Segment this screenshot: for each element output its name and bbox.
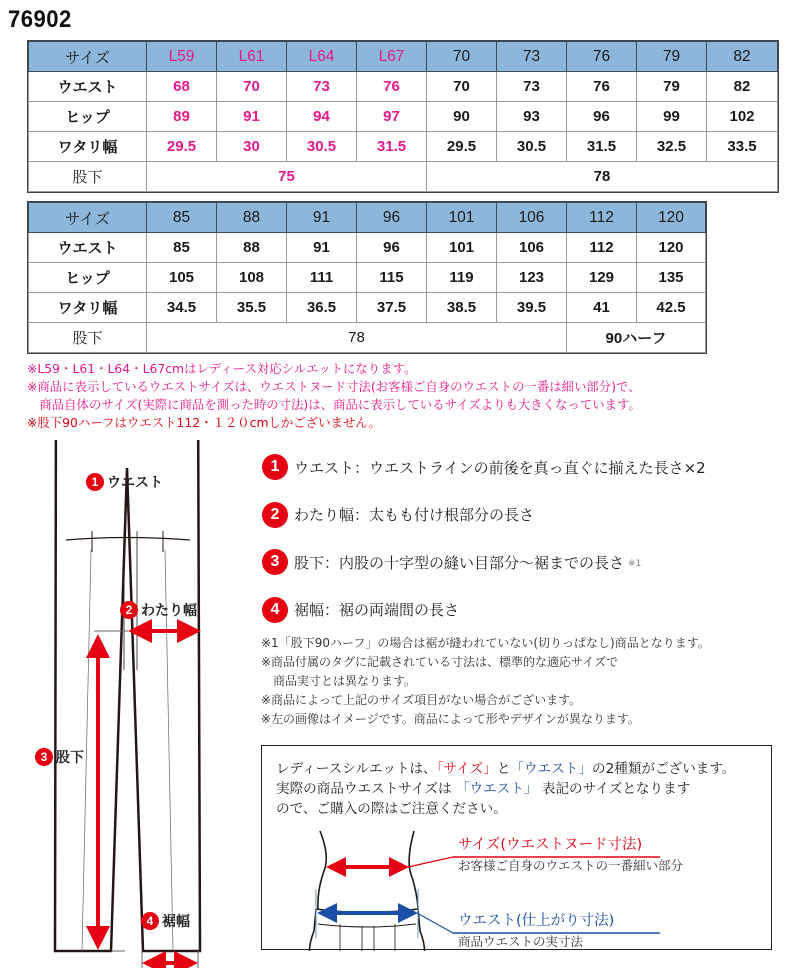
cell: 35.5: [217, 293, 287, 323]
cell: L67: [357, 42, 427, 72]
table-row-size: [29, 42, 778, 72]
cell: 30.5: [287, 132, 357, 162]
product-number: 76902: [8, 6, 72, 33]
note-waist-nude: ※商品に表示しているウエストサイズは、ウエストヌード寸法(お客様ご自身のウエストの一番は細い部分)で、: [27, 379, 641, 394]
footnote-ref: ※1: [628, 559, 642, 569]
cell: 39.5: [497, 293, 567, 323]
definition-thigh-width: [262, 503, 706, 527]
cell: 108: [217, 263, 287, 293]
cell: 70: [427, 42, 497, 72]
cell: 42.5: [637, 293, 706, 323]
description: ：ウエストラインの前後を真っ直ぐに揃えた長さ×2: [354, 458, 706, 477]
cell: 96: [357, 233, 427, 263]
cell: 85: [147, 203, 217, 233]
cell: 91: [287, 233, 357, 263]
subnote: ※左の画像はイメージです。商品によって形やデザインが異なります。: [261, 712, 640, 726]
size-table-2: [28, 202, 706, 353]
diagram-label-waist: [86, 472, 163, 492]
label-text: 裾幅: [162, 914, 190, 930]
note-half-inseam: ※股下90ハーフはウエスト112・１２０cmしかございません。: [27, 415, 381, 430]
inseam-ladies: 75: [147, 162, 427, 192]
cell: L64: [287, 42, 357, 72]
cell: 88: [217, 233, 287, 263]
cell: 96: [567, 102, 637, 132]
cell: 70: [427, 72, 497, 102]
cell: 135: [637, 263, 706, 293]
row-label: ウエスト: [29, 233, 147, 263]
description: ：内股の十字型の縫い目部分～裾までの長さ: [324, 553, 625, 572]
measurement-definitions: [262, 455, 706, 645]
subnote: ※商品によって上記のサイズ項目がない場合がございます。: [261, 693, 582, 707]
cell: 29.5: [427, 132, 497, 162]
legend-finished-waist: [458, 912, 614, 951]
cell: 70: [217, 72, 287, 102]
row-label: ヒップ: [29, 102, 147, 132]
number-3-icon: 3: [262, 549, 288, 575]
label-text: わたり幅: [141, 603, 197, 619]
cell: 112: [567, 203, 637, 233]
cell: 111: [287, 263, 357, 293]
legend-nude-size: [458, 836, 683, 875]
cell: 97: [357, 102, 427, 132]
cell: 31.5: [567, 132, 637, 162]
pants-diagram: [0, 440, 250, 968]
diagram-label-inseam: [35, 747, 84, 767]
quote-waist: 「ウエスト」: [455, 781, 538, 797]
cell: 31.5: [357, 132, 427, 162]
label-text: 股下: [56, 750, 84, 766]
cell: 68: [147, 72, 217, 102]
row-label: サイズ: [29, 42, 147, 72]
cell: 120: [637, 233, 706, 263]
table-row-inseam: [29, 162, 778, 192]
cell: L61: [217, 42, 287, 72]
row-label: ワタリ幅: [29, 132, 147, 162]
diagram-label-hem: [141, 911, 190, 931]
term: 股下: [294, 553, 325, 572]
legend-desc: お客様ご自身のウエストの一番細い部分: [458, 858, 684, 873]
cell: 76: [567, 42, 637, 72]
cell: 73: [497, 42, 567, 72]
quote-waist: 「ウエスト」: [510, 761, 592, 777]
cell: 112: [567, 233, 637, 263]
legend-title: サイズ(ウエストヌード寸法): [458, 837, 643, 853]
cell: 89: [147, 102, 217, 132]
table-row-waist: [29, 233, 706, 263]
label-text: ウエスト: [107, 475, 163, 491]
inseam-half: 90ハーフ: [567, 323, 706, 353]
cell: 129: [567, 263, 637, 293]
table-row-waist: [29, 72, 778, 102]
term: わたり幅: [294, 506, 355, 524]
cell: 73: [497, 72, 567, 102]
cell: 33.5: [707, 132, 778, 162]
cell: 34.5: [147, 293, 217, 323]
description: ：裾の両端間の長さ: [324, 601, 460, 619]
number-3-icon: 3: [35, 748, 53, 766]
cell: 90: [427, 102, 497, 132]
text: ので、ご購入の際はご注意ください。: [276, 801, 507, 817]
text: の2種類がございます。: [592, 761, 736, 777]
cell: 82: [707, 42, 778, 72]
number-1-icon: 1: [86, 473, 104, 491]
cell: 120: [637, 203, 706, 233]
definition-waist: [262, 455, 706, 479]
cell: 91: [287, 203, 357, 233]
cell: 79: [637, 42, 707, 72]
cell: 76: [567, 72, 637, 102]
subnote: 商品実寸とは異なります。: [273, 674, 417, 688]
cell: 115: [357, 263, 427, 293]
description: ：太もも付け根部分の長さ: [354, 506, 535, 524]
cell: 105: [147, 263, 217, 293]
cell: 41: [567, 293, 637, 323]
cell: 73: [287, 72, 357, 102]
row-label: サイズ: [29, 203, 147, 233]
text: 実際の商品ウエストサイズは: [276, 781, 452, 797]
cell: 96: [357, 203, 427, 233]
row-label: 股下: [29, 162, 147, 192]
inseam-regular: 78: [147, 323, 567, 353]
inseam-mens: 78: [427, 162, 778, 192]
cell: 38.5: [427, 293, 497, 323]
number-4-icon: 4: [141, 912, 159, 930]
number-4-icon: 4: [262, 597, 288, 623]
cell: 123: [497, 263, 567, 293]
table-row-thigh-width: [29, 132, 778, 162]
cell: 99: [637, 102, 707, 132]
definition-inseam: [262, 550, 706, 574]
sub-notes: [261, 634, 710, 729]
cell: 29.5: [147, 132, 217, 162]
pants-illustration: [0, 440, 250, 968]
row-label: 股下: [29, 323, 147, 353]
subnote: ※商品付属のタグに記載されている寸法は、標準的な適応サイズで: [261, 655, 619, 669]
legend-desc: 商品ウエストの実寸法: [458, 934, 584, 949]
row-label: ウエスト: [29, 72, 147, 102]
table-row-size: [29, 203, 706, 233]
term: 裾幅: [294, 601, 325, 619]
cell: 82: [707, 72, 778, 102]
cell: 93: [497, 102, 567, 132]
cell: 101: [427, 233, 497, 263]
cell: 101: [427, 203, 497, 233]
diagram-label-thigh: [120, 600, 197, 620]
cell: 30.5: [497, 132, 567, 162]
cell: 79: [637, 72, 707, 102]
table-row-hip: [29, 263, 706, 293]
cell: 119: [427, 263, 497, 293]
cell: 106: [497, 203, 567, 233]
number-2-icon: 2: [120, 601, 138, 619]
row-label: ヒップ: [29, 263, 147, 293]
number-1-icon: 1: [262, 454, 288, 480]
text: 表記のサイズとなります: [541, 781, 691, 797]
table-row-hip: [29, 102, 778, 132]
quote-size: 「サイズ」: [436, 761, 497, 777]
table-row-thigh-width: [29, 293, 706, 323]
cell: 30: [217, 132, 287, 162]
legend-title: ウエスト(仕上がり寸法): [458, 913, 615, 929]
cell: 102: [707, 102, 778, 132]
number-2-icon: 2: [262, 502, 288, 528]
definition-hem-width: [262, 598, 706, 622]
cell: 106: [497, 233, 567, 263]
cell: L59: [147, 42, 217, 72]
note-actual-size: 商品自体のサイズ(実際に商品を測った時の寸法)は、商品に表示しているサイズよりも大きくなっています。: [27, 397, 641, 412]
text: レディースシルエットは、: [276, 761, 437, 777]
cell: 91: [217, 102, 287, 132]
cell: 37.5: [357, 293, 427, 323]
cell: 32.5: [637, 132, 707, 162]
table-row-inseam: [29, 323, 706, 353]
size-table-1: [28, 41, 778, 192]
size-notes: [27, 360, 641, 432]
note-ladies: ※L59・L61・L64・L67cmはレディース対応シルエットになります。: [27, 361, 417, 376]
subnote: ※1「股下90ハーフ」の場合は裾が縫われていない(切りっぱなし)商品となります。: [261, 636, 710, 650]
row-label: ワタリ幅: [29, 293, 147, 323]
cell: 36.5: [287, 293, 357, 323]
ladies-silhouette-box: [261, 745, 772, 950]
text: と: [496, 761, 511, 777]
cell: 94: [287, 102, 357, 132]
cell: 88: [217, 203, 287, 233]
cell: 85: [147, 233, 217, 263]
term: ウエスト: [294, 458, 355, 477]
cell: 76: [357, 72, 427, 102]
